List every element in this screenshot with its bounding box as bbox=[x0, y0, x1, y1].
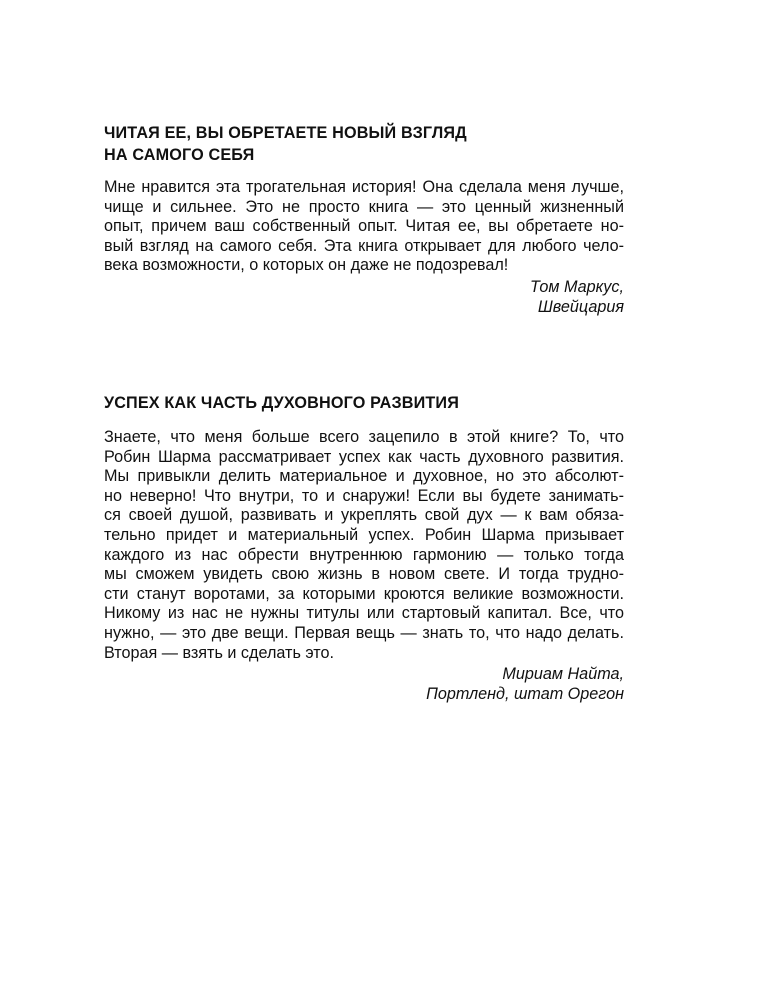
text-line: вый взгляд на самого себя. Эта книга открывает для любого чело- bbox=[104, 236, 624, 255]
text-line: нужно, — это две вещи. Первая вещь — знать то, что надо делать. bbox=[104, 623, 624, 642]
text-line: сти станут воротами, за которыми кроются великие возможности. bbox=[104, 584, 624, 603]
heading-line: ЧИТАЯ ЕЕ, ВЫ ОБРЕТАЕТЕ НОВЫЙ ВЗГЛЯД bbox=[104, 124, 467, 142]
text-line: Никому из нас не нужны титулы или стартовый капитал. Все, что bbox=[104, 604, 624, 623]
testimonial-section bbox=[104, 392, 624, 704]
text-line: века возможности, о которых он даже не подозревал! bbox=[104, 256, 509, 275]
text-line: Мы привыкли делить материальное и духовное, но это абсолют- bbox=[104, 467, 624, 486]
author-location: Портленд, штат Орегон bbox=[426, 685, 624, 704]
text-line: мы сможем увидеть свою жизнь в новом свете. И тогда трудно- bbox=[104, 565, 624, 584]
text-line: каждого из нас обрести внутреннюю гармонию — только тогда bbox=[104, 545, 624, 564]
text-line: чище и сильнее. Это не просто книга — это ценный жизненный bbox=[104, 197, 624, 216]
text-line: ся своей душой, развивать и укреплять свой дух — к вам обяза- bbox=[104, 506, 624, 525]
section-heading bbox=[104, 122, 624, 166]
heading-line: УСПЕХ КАК ЧАСТЬ ДУХОВНОГО РАЗВИТИЯ bbox=[104, 394, 459, 412]
text-line: опыт, причем ваш собственный опыт. Читая ее, вы обретаете но- bbox=[104, 217, 624, 236]
testimonial-attribution bbox=[104, 664, 624, 704]
text-line: тельно придет и материальный успех. Робин Шарма призывает bbox=[104, 525, 624, 544]
testimonial-attribution bbox=[104, 277, 624, 317]
author-name: Мириам Найта, bbox=[502, 665, 624, 684]
text-line: Знаете, что меня больше всего зацепило в этой книге? То, что bbox=[104, 428, 624, 446]
text-line: Робин Шарма рассматривает успех как часть духовного развития. bbox=[104, 447, 624, 466]
section-heading bbox=[104, 392, 624, 414]
text-line: Мне нравится эта трогательная история! Она сделала меня лучше, bbox=[104, 178, 624, 196]
author-location: Швейцария bbox=[537, 297, 624, 316]
testimonial-section bbox=[104, 122, 624, 317]
heading-line: НА САМОГО СЕБЯ bbox=[104, 146, 255, 164]
text-line: но неверно! Что внутри, то и снаружи! Если вы будете занимать- bbox=[104, 486, 624, 505]
testimonial-text bbox=[104, 428, 624, 663]
testimonial-text bbox=[104, 178, 624, 276]
text-line: Вторая — взять и сделать это. bbox=[104, 643, 335, 662]
author-name: Том Маркус, bbox=[530, 277, 624, 296]
book-page bbox=[104, 0, 624, 1000]
